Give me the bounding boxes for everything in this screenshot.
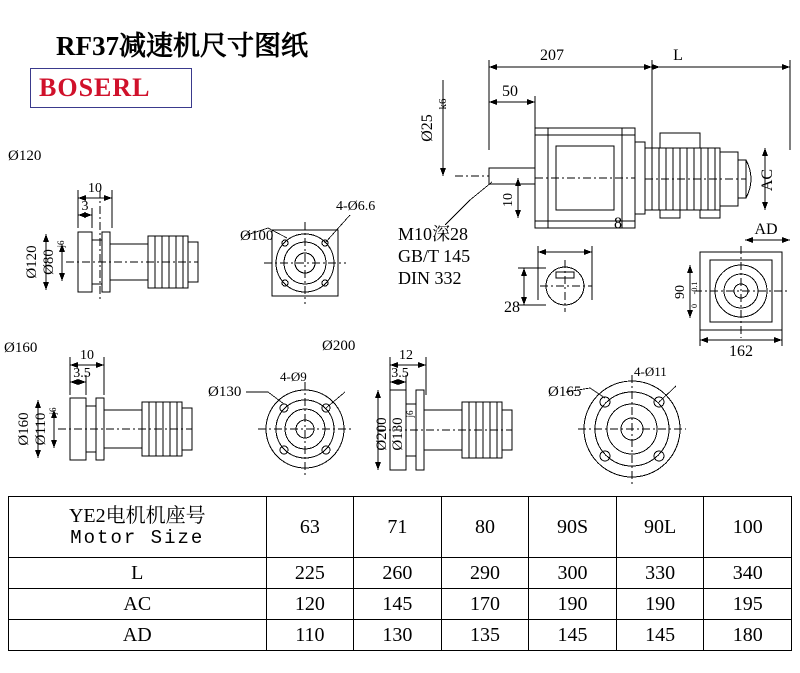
- table-cell-size-0: 63: [266, 497, 354, 558]
- table-row: [9, 589, 792, 620]
- table-header-en: Motor Size: [70, 526, 205, 549]
- table-cell-size-2: 80: [441, 497, 529, 558]
- dim-50: 50: [502, 83, 518, 100]
- dim-10-main: 10: [501, 193, 516, 207]
- dim-207: 207: [540, 47, 564, 64]
- dim-d80j6-tol: j6: [56, 240, 66, 248]
- table-cell-L-2: 290: [441, 558, 529, 589]
- dim-d25k6: Ø25: [419, 114, 436, 142]
- table-cell-AD-0: 110: [266, 620, 354, 651]
- dim-d130j6-tol: j6: [405, 410, 415, 418]
- dim-90: 90: [673, 285, 688, 299]
- dim-d165: Ø165: [548, 384, 582, 400]
- table-cell-L-5: 340: [704, 558, 792, 589]
- dim-d80j6: Ø80: [41, 249, 57, 275]
- dim-8: 8: [614, 215, 622, 232]
- spec-table: [8, 496, 792, 651]
- table-row-label-AC: AC: [9, 589, 267, 620]
- table-cell-AC-3: 190: [529, 589, 617, 620]
- table-row-header: [9, 497, 792, 558]
- table-row: [9, 620, 792, 651]
- table-cell-L-0: 225: [266, 558, 354, 589]
- table-cell-AD-2: 135: [441, 620, 529, 651]
- table-header-cn: YE2电机机座号: [68, 504, 206, 527]
- dim-AC: AC: [759, 168, 776, 192]
- note-gbt145: GB/T 145: [398, 246, 471, 266]
- dim-d110j6-tol: j6: [48, 407, 58, 415]
- dim-35-f2: 3.5: [73, 366, 91, 381]
- dim-d200-left: Ø200: [374, 417, 390, 451]
- table-cell-AC-4: 190: [616, 589, 704, 620]
- table-row-label-AD: AD: [9, 620, 267, 651]
- dim-90-tol-lower: -0.1: [690, 281, 699, 295]
- dim-holes-66: 4-Ø6.6: [336, 199, 376, 214]
- table-cell-AC-1: 145: [354, 589, 442, 620]
- dim-162: 162: [729, 343, 753, 360]
- dim-d160-left: Ø160: [16, 412, 32, 446]
- dim-AD: AD: [754, 221, 778, 238]
- table-cell-size-5: 100: [704, 497, 792, 558]
- dim-d130: Ø130: [208, 384, 242, 400]
- table-cell-AC-5: 195: [704, 589, 792, 620]
- dim-d200-top: Ø200: [322, 338, 356, 354]
- dim-10-f2: 10: [80, 348, 94, 363]
- table-cell-AD-4: 145: [616, 620, 704, 651]
- table-cell-AD-3: 145: [529, 620, 617, 651]
- dim-holes-11: 4-Ø11: [634, 364, 667, 379]
- dim-90-tol-upper: 0: [690, 304, 699, 308]
- note-thread: M10深28: [398, 224, 469, 244]
- table-cell-AC-2: 170: [441, 589, 529, 620]
- dim-d130j6: Ø130: [390, 417, 406, 451]
- dim-d100: Ø100: [240, 228, 274, 244]
- dim-d25k6-tol: k6: [437, 98, 449, 110]
- table-cell-size-1: 71: [354, 497, 442, 558]
- table-cell-size-3: 90S: [529, 497, 617, 558]
- dim-L-top: L: [673, 47, 683, 64]
- dim-12-f3: 12: [399, 348, 413, 363]
- table-header-motor-size: [9, 497, 267, 558]
- dim-d120-left: Ø120: [24, 245, 40, 279]
- dim-10-f1: 10: [88, 181, 102, 196]
- table-row: [9, 558, 792, 589]
- table-cell-L-1: 260: [354, 558, 442, 589]
- table-cell-size-4: 90L: [616, 497, 704, 558]
- dim-d160-top: Ø160: [4, 340, 38, 356]
- dim-d120-top: Ø120: [8, 148, 42, 164]
- note-din332: DIN 332: [398, 268, 462, 288]
- table-cell-AD-5: 180: [704, 620, 792, 651]
- dim-3-f1: 3: [81, 199, 89, 214]
- table-cell-L-4: 330: [616, 558, 704, 589]
- table-cell-AD-1: 130: [354, 620, 442, 651]
- dim-35-f3: 3.5: [391, 366, 409, 381]
- dim-d110j6: Ø110: [33, 412, 49, 446]
- dim-holes-9: 4-Ø9: [280, 369, 307, 384]
- brand-logo-text: BOSERL: [39, 73, 151, 102]
- table-cell-L-3: 300: [529, 558, 617, 589]
- table-row-label-L: L: [9, 558, 267, 589]
- dim-28: 28: [504, 299, 520, 316]
- page-title: RF37减速机尺寸图纸: [56, 31, 308, 61]
- table-cell-AC-0: 120: [266, 589, 354, 620]
